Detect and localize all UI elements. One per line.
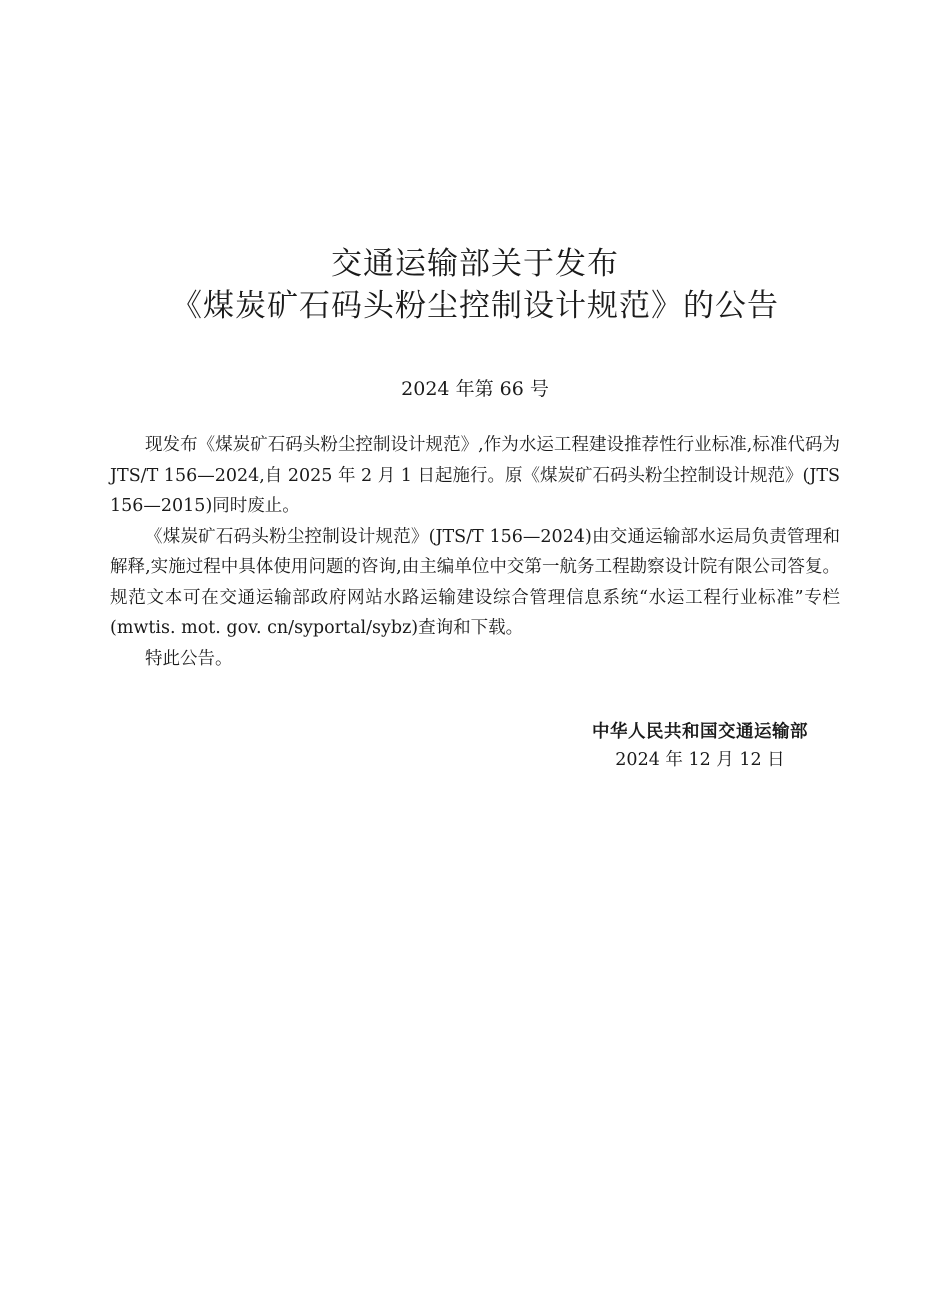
signature-date: 2024 年 12 月 12 日 — [615, 750, 785, 770]
title-line-1: 交通运输部关于发布 — [331, 246, 619, 282]
signature-block — [540, 718, 860, 774]
paragraph-2: 《煤炭矿石码头粉尘控制设计规范》(JTS/T 156—2024)由交通运输部水运局负责管理和解释,实施过程中具体使用问题的咨询,由主编单位中交第一航务工程勘察设计院有限公司答复。规范文本可在交通运输部政府网站水路运输建设综合管理信息系统“水运工程行业标准”专栏(mwtis. mot. gov. cn/syportal/sybz)查询和下载。 — [110, 526, 840, 638]
title-line-2: 《煤炭矿石码头粉尘控制设计规范》的公告 — [171, 288, 779, 324]
document-number: 2024 年第 66 号 — [401, 378, 549, 400]
paragraph-1: 现发布《煤炭矿石码头粉尘控制设计规范》,作为水运工程建设推荐性行业标准,标准代码为 JTS/T 156—2024,自 2025 年 2 月 1 日起施行。原《煤炭矿石码头粉尘控制设计规范》(JTS 156—2015)同时废止。 — [110, 435, 840, 516]
signature-organization: 中华人民共和国交通运输部 — [592, 722, 808, 742]
paragraph-3: 特此公告。 — [145, 648, 233, 669]
body-text — [110, 430, 840, 674]
